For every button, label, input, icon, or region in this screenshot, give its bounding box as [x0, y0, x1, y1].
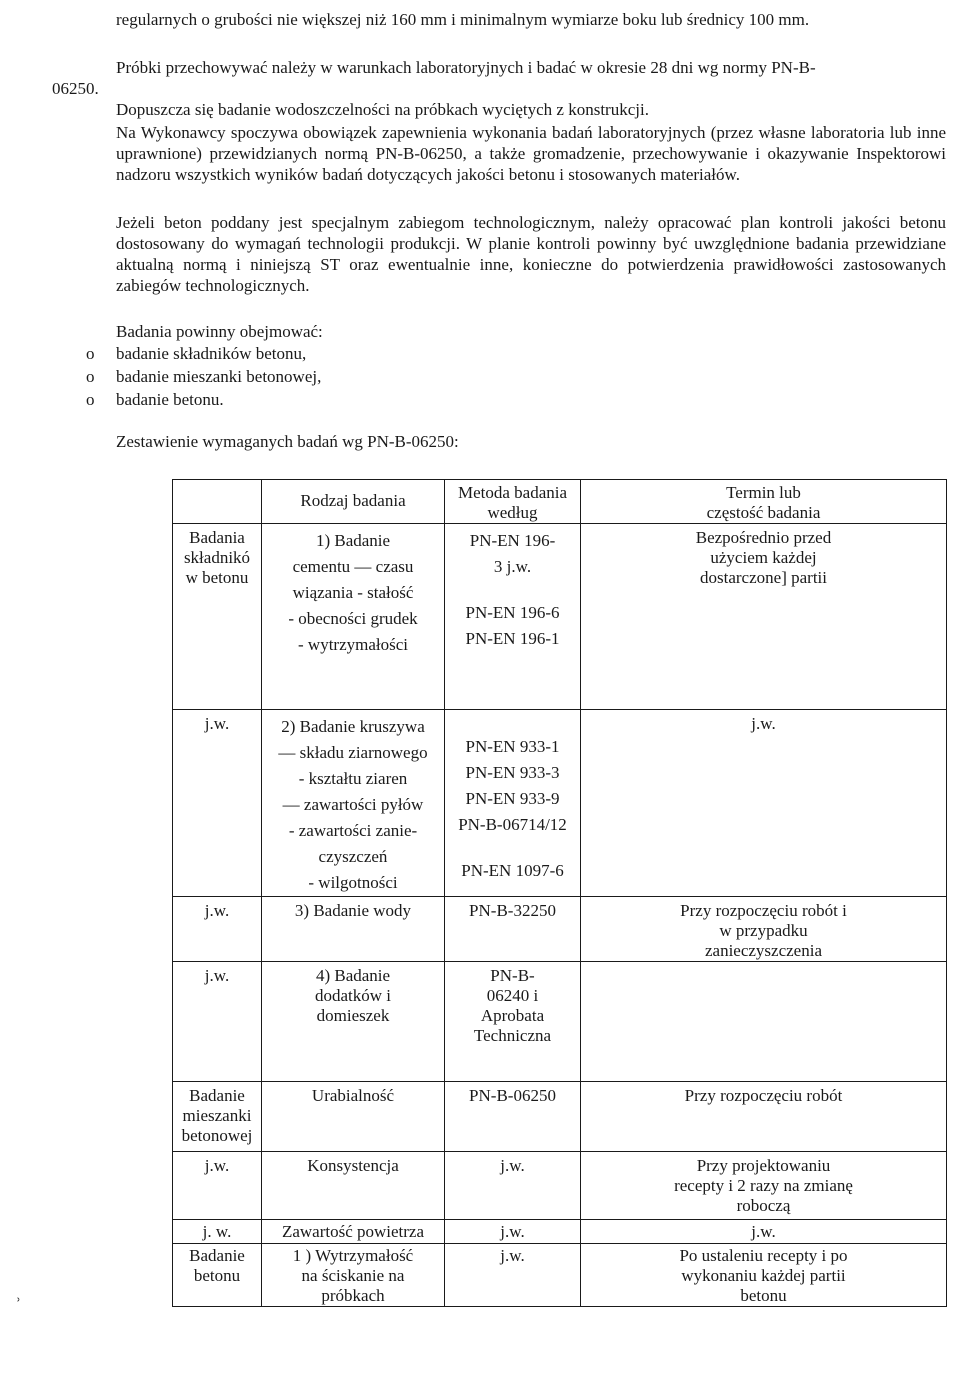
term-line: j.w. — [751, 714, 776, 733]
paragraph-quality-plan: Jeżeli beton poddany jest specjalnym zabiegom technologicznym, należy opracować plan kontroli jakości betonu dostosowany do wymagań technologii produkcji. W planie kontroli powinny być uwzględnione badania przewidziane aktualną normą i niniejszą ST oraz ewentualnie inne, konieczne do potwierdzenia prawidłowości zastosowanych zabiegów technologicznych. — [116, 213, 946, 295]
method-line: PN-EN 196- — [469, 531, 556, 550]
group-line: betonowej — [181, 1126, 253, 1145]
header-method-line: według — [487, 503, 538, 522]
bullet-icon: o — [86, 344, 95, 363]
table-row — [173, 962, 947, 1082]
method-line: PN-EN 1097-6 — [461, 861, 564, 880]
group-line: j.w. — [204, 901, 230, 920]
term-line: Po ustaleniu recepty i po — [679, 1246, 848, 1265]
method-line: 06240 i — [486, 986, 539, 1005]
term-line: recepty i 2 razy na zmianę — [674, 1176, 853, 1195]
test-line: cementu — czasu — [292, 557, 414, 576]
method-line — [445, 714, 580, 734]
method-line: PN-EN 196-6 — [465, 603, 560, 622]
test-line: czyszczeń — [318, 847, 388, 866]
required-tests-table — [172, 479, 947, 1307]
table-cell-group — [173, 1220, 262, 1244]
test-line: na ściskanie na — [301, 1266, 405, 1285]
table-cell-term — [581, 962, 947, 1082]
table-cell-test — [262, 1082, 445, 1152]
test-line: - wytrzymałości — [298, 635, 408, 654]
group-line: j.w. — [204, 1156, 230, 1175]
table-title: Zestawienie wymaganych badań wg PN-B-06250: — [116, 432, 459, 451]
method-line: 3 j.w. — [493, 557, 532, 576]
table-header-row — [173, 480, 947, 524]
method-line: j.w. — [500, 1246, 525, 1265]
bullet-icon: o — [86, 367, 95, 386]
table-cell-method — [445, 1220, 581, 1244]
header-term-line: Termin lub — [726, 483, 801, 502]
term-line: j.w. — [751, 1222, 776, 1241]
table-row — [173, 1152, 947, 1220]
test-line: domieszek — [316, 1006, 390, 1025]
scope-item: badanie betonu. — [116, 390, 224, 409]
test-line: wiązania - stałość — [292, 583, 414, 602]
method-line: PN-B-06250 — [469, 1086, 556, 1105]
term-line: dostarczone] partii — [700, 568, 827, 587]
group-line: Badania — [189, 528, 245, 547]
table-cell-term — [581, 897, 947, 962]
test-line: - zawartości zanie- — [288, 821, 418, 840]
table-row — [173, 897, 947, 962]
table-cell-term — [581, 1220, 947, 1244]
method-line: j.w. — [500, 1156, 525, 1175]
table-cell-test — [262, 524, 445, 710]
table-cell-term — [581, 524, 947, 710]
table-cell-test — [262, 1152, 445, 1220]
term-line: wykonaniu każdej partii — [681, 1266, 846, 1285]
term-line: Przy rozpoczęciu robót — [684, 1086, 843, 1105]
table-cell-group — [173, 1152, 262, 1220]
method-line: PN-EN 933-9 — [465, 789, 560, 808]
group-line: Badanie — [189, 1246, 245, 1265]
group-line: składnikó — [183, 548, 251, 567]
test-line: 1 ) Wytrzymałość — [292, 1246, 414, 1265]
group-line: j.w. — [204, 966, 230, 985]
method-line: PN-B- — [490, 966, 535, 985]
header-method-cell — [445, 480, 581, 524]
header-test: Rodzaj badania — [300, 491, 406, 510]
table-cell-test — [262, 962, 445, 1082]
test-line: próbkach — [321, 1286, 385, 1305]
table-cell-term — [581, 710, 947, 897]
table-row — [173, 1082, 947, 1152]
paragraph-lab-testing: Na Wykonawcy spoczywa obowiązek zapewnienia wykonania badań laboratoryjnych (przez własne laboratoria lub inne uprawnione) przewidzianych normą PN-B-06250, a także gromadzenie, przechowywanie i okazywanie Inspektorowi nadzoru wszystkich wyników badań dotyczących jakości betonu i stosowanych materiałów. — [116, 123, 946, 184]
table-cell-method — [445, 1082, 581, 1152]
term-line: betonu — [740, 1286, 787, 1305]
intro-line-3: Dopuszcza się badanie wodoszczelności na próbkach wyciętych z konstrukcji. — [116, 100, 649, 119]
table-cell-term — [581, 1244, 947, 1307]
intro-line-2-continuation: 06250. — [52, 79, 99, 98]
table-cell-method — [445, 710, 581, 897]
margin-mark: ʾ — [15, 1295, 22, 1317]
intro-line-2: Próbki przechowywać należy w warunkach laboratoryjnych i badać w okresie 28 dni wg normy PN-B- — [116, 58, 816, 77]
method-line — [445, 580, 580, 600]
table-cell-method — [445, 524, 581, 710]
method-line: PN-EN 196-1 — [465, 629, 560, 648]
table-row — [173, 1244, 947, 1307]
table-cell-method — [445, 897, 581, 962]
term-line: roboczą — [736, 1196, 791, 1215]
term-line: w przypadku — [719, 921, 808, 940]
test-line: Zawartość powietrza — [281, 1222, 425, 1241]
method-line: PN-B-32250 — [469, 901, 556, 920]
test-line: — zawartości pyłów — [282, 795, 424, 814]
test-line: - obecności grudek — [288, 609, 418, 628]
group-line: j.w. — [204, 714, 230, 733]
header-term-cell — [581, 480, 947, 524]
table-row — [173, 710, 947, 897]
table-cell-test — [262, 897, 445, 962]
group-line: Badanie — [189, 1086, 245, 1105]
bullet-icon: o — [86, 390, 95, 409]
group-line: betonu — [193, 1266, 241, 1285]
table-row — [173, 524, 947, 710]
scope-heading: Badania powinny obejmować: — [116, 322, 323, 341]
method-line: PN-EN 933-3 — [465, 763, 560, 782]
test-line: - wilgotności — [308, 873, 398, 892]
test-line: — składu ziarnowego — [278, 743, 428, 762]
test-line: 4) Badanie — [315, 966, 391, 985]
header-term-line: częstość badania — [706, 503, 821, 522]
table-cell-group — [173, 897, 262, 962]
table-cell-group — [173, 962, 262, 1082]
test-line: dodatków i — [314, 986, 392, 1005]
table-cell-group — [173, 1244, 262, 1307]
table-cell-group — [173, 1082, 262, 1152]
group-line: w betonu — [185, 568, 249, 587]
table-cell-group — [173, 710, 262, 897]
term-line: zanieczyszczenia — [704, 941, 823, 960]
test-line: 1) Badanie — [315, 531, 391, 550]
method-line: PN-EN 933-1 — [465, 737, 560, 756]
test-line: - kształtu ziaren — [298, 769, 408, 788]
method-line: PN-B-06714/12 — [458, 815, 567, 834]
table-cell-term — [581, 1082, 947, 1152]
table-cell-method — [445, 962, 581, 1082]
test-line: 3) Badanie wody — [294, 901, 412, 920]
term-line: Przy projektowaniu — [696, 1156, 831, 1175]
term-line: Przy rozpoczęciu robót i — [680, 901, 847, 920]
group-line: mieszanki — [182, 1106, 252, 1125]
term-line: Bezpośrednio przed — [695, 528, 832, 547]
scope-item: badanie składników betonu, — [116, 344, 307, 363]
test-line: 2) Badanie kruszywa — [281, 717, 425, 736]
test-line: Urabialność — [311, 1086, 395, 1105]
table-row — [173, 1220, 947, 1244]
table-cell-test — [262, 710, 445, 897]
intro-line-1: regularnych o grubości nie większej niż 160 mm i minimalnym wymiarze boku lub średnicy 100 mm. — [116, 10, 810, 29]
table-cell-test — [262, 1244, 445, 1307]
method-line: Aprobata — [480, 1006, 545, 1025]
header-group-cell — [173, 480, 262, 524]
method-line: j.w. — [500, 1222, 525, 1241]
tests-table-body — [173, 480, 947, 1307]
method-line: Techniczna — [473, 1026, 552, 1045]
header-test-cell — [262, 480, 445, 524]
table-cell-group — [173, 524, 262, 710]
group-line: j. w. — [202, 1222, 232, 1241]
method-line — [445, 838, 580, 858]
table-cell-term — [581, 1152, 947, 1220]
table-cell-test — [262, 1220, 445, 1244]
table-cell-method — [445, 1244, 581, 1307]
term-line: użyciem każdej — [710, 548, 817, 567]
scope-item: badanie mieszanki betonowej, — [116, 367, 322, 386]
test-line: Konsystencja — [307, 1156, 399, 1175]
header-method-line: Metoda badania — [457, 483, 568, 502]
table-cell-method — [445, 1152, 581, 1220]
